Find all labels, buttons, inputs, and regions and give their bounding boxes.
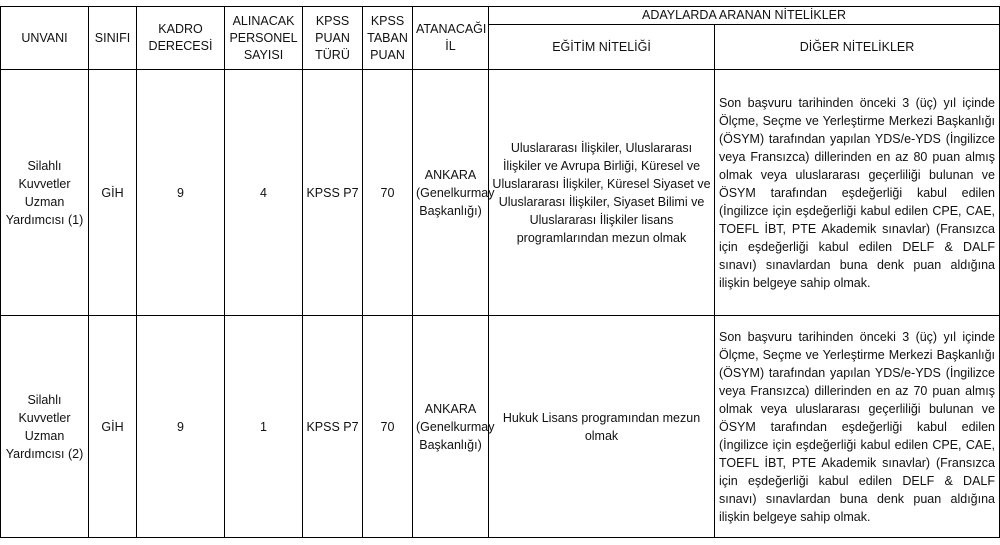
cell-egitim-niteligi: Uluslararası İlişkiler, Uluslararası İlişkiler ve Avrupa Birliği, Küresel ve Uluslararası İlişkiler, Küresel Siyaset ve Uluslararası İlişkiler, Siyaset Bilimi ve Uluslararası İlişkiler lisans programlarından mezun olmak bbox=[489, 70, 715, 316]
header-diger-nitelikler: DİĞER NİTELİKLER bbox=[715, 25, 1000, 70]
cell-atanacagi-il: ANKARA (Genelkurmay Başkanlığı) bbox=[413, 316, 489, 538]
header-adaylarda-aranan-nitelikler: ADAYLARDA ARANAN NİTELİKLER bbox=[489, 7, 1000, 25]
header-sinifi: SINIFI bbox=[89, 7, 137, 70]
cell-sinifi: GİH bbox=[89, 316, 137, 538]
table-row bbox=[1, 316, 1000, 538]
positions-table bbox=[0, 6, 1000, 538]
cell-kadro-derecesi: 9 bbox=[137, 70, 225, 316]
header-egitim-niteligi: EĞİTİM NİTELİĞİ bbox=[489, 25, 715, 70]
cell-kpss-taban-puan: 70 bbox=[363, 316, 413, 538]
cell-egitim-niteligi: Hukuk Lisans programından mezun olmak bbox=[489, 316, 715, 538]
header-alinacak-personel-sayisi: ALINACAK PERSONEL SAYISI bbox=[225, 7, 303, 70]
cell-sinifi: GİH bbox=[89, 70, 137, 316]
cell-unvani: Silahlı Kuvvetler Uzman Yardımcısı (2) bbox=[1, 316, 89, 538]
cell-kpss-taban-puan: 70 bbox=[363, 70, 413, 316]
cell-kadro-derecesi: 9 bbox=[137, 316, 225, 538]
header-kpss-puan-turu: KPSS PUAN TÜRÜ bbox=[303, 7, 363, 70]
cell-alinacak-personel-sayisi: 1 bbox=[225, 316, 303, 538]
table-row bbox=[1, 70, 1000, 316]
cell-atanacagi-il: ANKARA (Genelkurmay Başkanlığı) bbox=[413, 70, 489, 316]
cell-alinacak-personel-sayisi: 4 bbox=[225, 70, 303, 316]
cell-diger-nitelikler: Son başvuru tarihinden önceki 3 (üç) yıl içinde Ölçme, Seçme ve Yerleştirme Merkezi Başkanlığı (ÖSYM) tarafından yapılan YDS/e-YDS (İngilizce veya Fransızca) dillerinden en az 70 puan almış olmak veya uluslararası geçerliliği bulunan ve ÖSYM tarafından eşdeğerliği kabul edilen (İngilizce için eşdeğerliği kabul edilen CPE, CAE, TOEFL İBT, PTE Akademik sınavlar) (Fransızca için eşdeğerliği kabul edilen DELF & DALF sınavı) sınavlardan buna denk puan aldığına ilişkin belgeye sahip olmak. bbox=[715, 316, 1000, 538]
cell-kpss-puan-turu: KPSS P7 bbox=[303, 316, 363, 538]
header-kpss-taban-puan: KPSS TABAN PUAN bbox=[363, 7, 413, 70]
header-atanacagi-il: ATANACAĞI İL bbox=[413, 7, 489, 70]
header-unvani: UNVANI bbox=[1, 7, 89, 70]
cell-kpss-puan-turu: KPSS P7 bbox=[303, 70, 363, 316]
header-kadro-derecesi: KADRO DERECESİ bbox=[137, 7, 225, 70]
cell-diger-nitelikler: Son başvuru tarihinden önceki 3 (üç) yıl içinde Ölçme, Seçme ve Yerleştirme Merkezi Başkanlığı (ÖSYM) tarafından yapılan YDS/e-YDS (İngilizce veya Fransızca) dillerinden en az 80 puan almış olmak veya uluslararası geçerliliği bulunan ve ÖSYM tarafından eşdeğerliği kabul edilen (İngilizce için eşdeğerliği kabul edilen CPE, CAE, TOEFL İBT, PTE Akademik sınavlar) (Fransızca için eşdeğerliği kabul edilen DELF & DALF sınavı) sınavlardan buna denk puan aldığına ilişkin belgeye sahip olmak. bbox=[715, 70, 1000, 316]
cell-unvani: Silahlı Kuvvetler Uzman Yardımcısı (1) bbox=[1, 70, 89, 316]
